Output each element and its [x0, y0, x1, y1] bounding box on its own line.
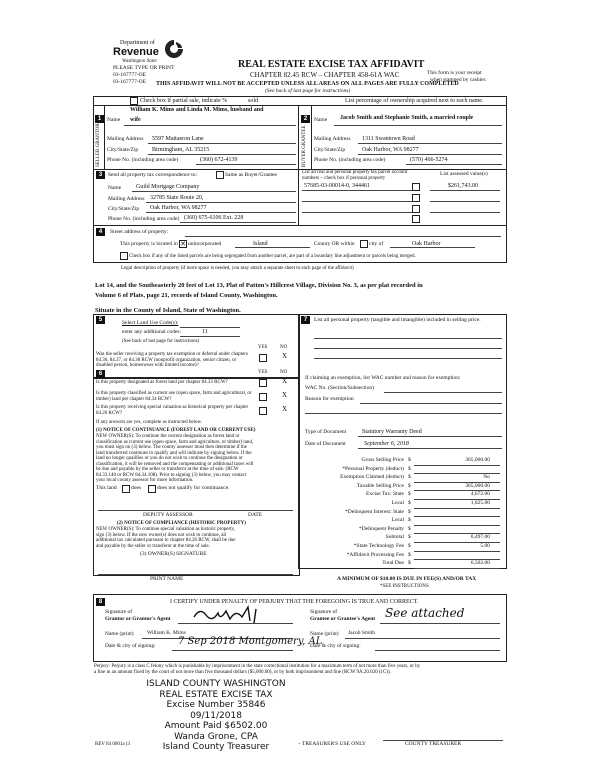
section-2-marker: 2: [301, 115, 310, 123]
s6-no-header: NO: [280, 370, 288, 375]
grantee-signature: See attached: [385, 606, 465, 620]
personal-property-checkbox-4[interactable]: [412, 215, 420, 223]
tax-row-label: Subtotal: [385, 534, 404, 541]
notice-1-l7: be due and payable by the seller or transferor at the time of sale. (RCW: [96, 467, 239, 472]
s5-no-header: NO: [280, 345, 288, 350]
situate-line: Situate in the County of Island, State of Washington.: [95, 307, 241, 314]
tax-row-line: [414, 525, 500, 526]
county-or-label: County OR within: [314, 241, 355, 247]
tax-row-line: [414, 551, 500, 552]
corr-name-value: Guild Mortgage Company: [136, 184, 200, 190]
seller-name-line2: wife: [130, 117, 141, 123]
notice-1-l2: classification as current use (open space, farm and agriculture, or timber) land,: [96, 439, 254, 445]
seller-vertical-label: SELLER GRANTOR: [96, 123, 101, 167]
receipt-note-1: This form is your receipt: [427, 70, 482, 76]
county-excise-stamp: [136, 679, 296, 753]
buyer-name-value: Jacob Smith and Stephanie Smith, a married couple: [340, 115, 474, 121]
tax-row-dollar: $: [408, 500, 411, 506]
grantor-signature: [190, 603, 280, 625]
type-of-document-label: Type of Document: [305, 429, 347, 435]
grantee-date-label: Date & city of signing:: [310, 643, 361, 649]
this-land-label: This land: [96, 485, 117, 491]
tax-row-label: *Personal Property (deduct): [342, 465, 404, 472]
s5-question: Was the seller receiving a property tax exemption or deferral under chapters 84.36, 84.37, or 84.38 RCW (nonprofit organization, senior citizen, or disabled person, homeowner with limited income)?: [96, 352, 248, 368]
tax-row-label: Exemption Claimed (deduct): [340, 474, 404, 481]
tax-row-dollar: $: [408, 508, 411, 515]
tax-correspondence-label: Send all property tax correspondence to:: [108, 172, 198, 178]
s6-q1: Is this property designated as forest land per chapter 84.33 RCW?: [96, 380, 228, 385]
buyer-phone-label: Phone No. (including area code): [314, 157, 386, 163]
section-5-marker: 5: [96, 316, 105, 324]
exemption-claim-label: If claiming an exemption, list WAC number and reason for exemption:: [305, 375, 461, 381]
parcel-header: List all real and personal property tax parcel account numbers – check box if personal property: [302, 170, 408, 181]
notice-1-l4: land transferred continues to qualify and will indicate by signing below. If the: [96, 450, 252, 456]
section-6-marker: 6: [96, 370, 105, 378]
seller-name-line1: William K. Mims and Linda M. Mims, husband and: [130, 107, 264, 113]
section-7-marker: 7: [301, 316, 310, 324]
rev-number: REV 84 0001a (3: [95, 742, 131, 747]
assessed-header: List assessed value(s): [440, 171, 488, 177]
unincorporated-label: unincorporated: [188, 241, 222, 247]
additional-codes-label: enter any additional codes:: [122, 329, 182, 335]
grantee-name-value: Jacob Smith: [348, 630, 376, 636]
stamp-line-4: 09/11/2018: [190, 710, 242, 721]
located-in-label: This property is located in: [120, 241, 178, 247]
print-name-label: PRINT NAME: [150, 576, 184, 582]
s6-q1-yes[interactable]: [259, 379, 267, 387]
stamp-line-3: Excise Number 35846: [166, 700, 266, 710]
seller-phone-label: Phone No. (including area code): [107, 157, 179, 163]
buyer-city-value: Oak Harbor, WA 98277: [362, 147, 419, 153]
partial-sale-label: Check box if partial sale, indicate %: [140, 98, 228, 104]
wac-no-label: WAC No. (Section/Subsection): [305, 385, 374, 391]
tax-row-dollar: $: [408, 534, 411, 541]
does-checkbox[interactable]: [122, 485, 130, 493]
does-not-label: does not qualify for continuance.: [157, 485, 230, 491]
corr-city-label: City/State/Zip: [108, 206, 140, 212]
tax-row-value: 1,825.00: [470, 500, 490, 506]
tax-row-label: Local: [391, 517, 404, 524]
grantor-name-value: William K. Mims: [147, 630, 186, 636]
tax-row-line: [414, 465, 500, 466]
same-as-buyer-label: Same as Buyer/Grantee: [225, 172, 277, 178]
grantor-name-label: Name (print): [105, 631, 134, 637]
seller-mailing-value: 5597 Mattaeron Lane: [152, 136, 204, 142]
tax-row-label: *State Technology Fee: [353, 543, 404, 549]
see-back-note: (See back of last page for instructions): [265, 88, 351, 94]
notice-2-l1: NEW OWNER(S): To continue special valuation as historic property,: [96, 527, 235, 532]
segregated-checkbox[interactable]: [120, 252, 128, 260]
city-of-label: city of: [369, 241, 384, 247]
seller-city-value: Birmingham, AL 35215: [152, 147, 210, 153]
s5-no-answer[interactable]: X: [282, 352, 288, 360]
same-as-buyer-checkbox[interactable]: [216, 171, 224, 179]
treasurer-use-only: – TREASURER'S USE ONLY: [298, 741, 367, 747]
parcel-number: 57685-03-00014-0, 344461: [304, 183, 370, 189]
buyer-city-label: City/State/Zip: [314, 147, 346, 153]
notice-1-l3: you must sign on (3) below. The county assessor must then determine if the: [96, 445, 247, 450]
notice-1-l5: land no longer qualifies or you do not wish to continue the designation or: [96, 456, 243, 461]
tax-row-dollar: $: [408, 525, 411, 532]
tax-row-label: Gross Selling Price: [361, 457, 404, 463]
tax-row-line: [414, 516, 500, 517]
form-chapter: CHAPTER 82.45 RCW – CHAPTER 458-61A WAC: [250, 71, 400, 79]
corr-city-value: Oak Harbor, WA 98277: [150, 205, 207, 211]
land-use-see-back: (See back of last page for instructions): [122, 339, 200, 344]
please-type: PLEASE TYPE OR PRINT: [113, 65, 175, 71]
corr-mailing-value: 32785 State Route 20,: [150, 195, 204, 201]
corr-phone-label: Phone No. (including area code): [108, 216, 180, 222]
s5-yes-header: YES: [258, 345, 268, 350]
personal-property-checkbox-2[interactable]: [412, 194, 420, 202]
legal-description-label: Legal description of property (if more space is needed, you may attach a separate sheet to each page of the affidavit): [121, 266, 354, 271]
buyer-mailing-value: 1311 Swantown Road: [362, 136, 415, 142]
stamp-line-2: REAL ESTATE EXCISE TAX: [159, 689, 273, 700]
personal-property-label: List all personal property (tangible and intangible) included in selling price.: [314, 317, 481, 323]
tax-row-dollar: $: [408, 465, 411, 472]
seller-mailing-label: Mailing Address: [107, 136, 144, 142]
buyer-name-label: Name: [314, 117, 328, 123]
tax-row-dollar: $: [408, 457, 411, 463]
land-use-code: 11: [202, 329, 208, 335]
notice-1-l1: NEW OWNER(S): To continue the current designation as forest land or: [96, 434, 240, 439]
tax-row-dollar: $: [408, 517, 411, 524]
notice-1-title: (1) NOTICE OF CONTINUANCE (FOREST LAND OR CURRENT USE): [96, 428, 256, 433]
s6-q3-yes[interactable]: [259, 407, 267, 415]
seller-city-label: City/State/Zip: [107, 147, 139, 153]
personal-property-checkbox-1[interactable]: [412, 183, 420, 191]
personal-property-checkbox-3[interactable]: [412, 205, 420, 213]
tax-row-label: Taxable Selling Price: [357, 482, 404, 489]
tax-row-dollar: $: [408, 560, 411, 567]
notice-1-l8: 84.33.140 or RCW 84.34.108). Prior to signing (3) below, you may contact: [96, 472, 247, 478]
corr-name-label: Name: [108, 185, 122, 191]
grantee-name-label: Name (print): [310, 631, 339, 637]
deputy-date-label: DATE: [248, 512, 263, 518]
tax-row-label: *Delinquent Interest: State: [345, 508, 404, 515]
legal-description-line1: Lot 14, and the Southeasterly 20 feet of Lot 13, Plat of Patton's Hillcrest Village, Division No. 3, as per plat recorded in: [95, 282, 423, 289]
date-of-document-value: September 6, 2018: [364, 441, 409, 447]
buyer-phone-value: (570) 466-5274: [410, 157, 448, 163]
tax-row-label: Local: [391, 500, 404, 506]
notice-1-l9: your local county assessor for more information.: [96, 478, 194, 483]
see-instructions-note: *SEE INSTRUCTIONS: [380, 584, 429, 589]
notice-2-l4: and payable by the seller or transferor at the time of sale.: [96, 543, 210, 549]
minimum-due-note: A MINIMUM OF $10.00 IS DUE IN FEE(S) AND/OR TAX: [337, 576, 477, 582]
stamp-line-1: ISLAND COUNTY WASHINGTON: [146, 679, 286, 689]
notice-2-l2: sign (3) below. If the new owner(s) does not wish to continue, all: [96, 532, 227, 538]
sold-label: sold: [248, 98, 259, 104]
street-address-label: Street address of property:: [110, 229, 169, 235]
tax-row-value: 365,000.00: [465, 482, 490, 489]
dept-line3: Washington State: [122, 59, 157, 64]
tax-row-value: 365,000.00: [465, 457, 490, 463]
does-not-checkbox[interactable]: [148, 485, 156, 493]
s6-if-yes: If any answers are yes, complete as instructed below.: [96, 420, 203, 425]
buyer-vertical-label: BUYER GRANTEE: [302, 125, 307, 167]
ownership-pct-note: List percentage of ownership acquired next to each name.: [345, 98, 484, 104]
dor-swirl-icon: [163, 38, 185, 60]
section-8-marker: 8: [96, 598, 105, 606]
s6-q2-no[interactable]: X: [282, 391, 288, 399]
date-of-document-label: Date of Document: [305, 441, 346, 447]
assessed-value: $261,743.00: [448, 183, 478, 189]
grantor-sig-label-2: Grantor or Grantor's Agent: [105, 616, 171, 622]
form-number-1: 03-167777-OE: [113, 72, 146, 78]
grantor-sig-label-1: Signature of: [105, 609, 133, 615]
city-of-checkbox[interactable]: [360, 240, 368, 248]
section-1-marker: 1: [95, 115, 104, 123]
s6-q1-no[interactable]: X: [282, 377, 288, 385]
land-use-label: Select Land Use Code(s):: [122, 320, 179, 326]
stamp-line-6: Wanda Grone, CPA: [174, 731, 258, 742]
stamp-line-7: Island County Treasurer: [162, 742, 270, 752]
s6-yes-header: YES: [258, 370, 268, 375]
tax-row-dollar: $: [408, 491, 411, 498]
corr-phone-value: (360) 675-6106 Ext. 228: [184, 215, 244, 221]
section-4-marker: 4: [96, 228, 105, 236]
buyer-mailing-label: Mailing Address: [314, 136, 351, 142]
form-number-2: 03-167777-OE: [113, 79, 146, 85]
city-name: Oak Harbor: [412, 241, 441, 247]
tax-row-dollar: $: [408, 543, 411, 549]
section-3-marker: 3: [96, 171, 105, 179]
stamp-line-5: Amount Paid $6502.00: [164, 721, 268, 731]
grantor-date-value: 7 Sep 2018 Montgomery, AL: [178, 636, 323, 647]
tax-row-value: 6,502.00: [470, 560, 490, 567]
perjury-line-1: Perjury: Perjury is a class C felony which is punishable by imprisonment in the state correctional institution for a maximum term of not more than five years, or by: [94, 664, 421, 669]
reason-label: Reason for exemption: [305, 396, 354, 402]
tax-row-line: [414, 508, 500, 509]
grantee-sig-label-2: Grantee or Grantee's Agent: [310, 616, 376, 622]
notice-1-l6: classification, it will be removed and the compensating or additional taxes will: [96, 461, 254, 467]
dept-line1: Department of: [120, 40, 155, 46]
type-of-document-value: Statutory Warranty Deed: [362, 429, 422, 435]
deputy-assessor-label: DEPUTY ASSESSOR: [143, 512, 193, 518]
tax-row-value: 6,497.00: [470, 534, 490, 541]
grantor-date-label: Date & city of signing:: [105, 643, 156, 649]
certify-statement: I CERTIFY UNDER PENALTY OF PERJURY THAT THE FOREGOING IS TRUE AND CORRECT.: [170, 599, 419, 605]
county-treasurer-label: COUNTY TREASURER: [405, 741, 462, 747]
tax-row-label: Excise Tax: State: [365, 491, 404, 498]
form-warning: THIS AFFIDAVIT WILL NOT BE ACCEPTED UNLESS ALL AREAS ON ALL PAGES ARE FULLY COMPLETED: [156, 81, 459, 87]
s5-yes-checkbox[interactable]: [259, 354, 267, 362]
seller-name-label: Name: [107, 117, 121, 123]
tax-row-label: Total Due: [382, 560, 404, 567]
owner-signature-label: (3) OWNER(S) SIGNATURE: [140, 551, 207, 557]
grantee-sig-label-1: Signature of: [310, 609, 338, 615]
form-title: REAL ESTATE EXCISE TAX AFFIDAVIT: [238, 59, 425, 70]
corr-mailing-label: Mailing Address: [108, 196, 145, 202]
notice-2-l3: additional tax calculated pursuant to chapter 84.26 RCW, shall be due: [96, 538, 236, 543]
segregated-label: Check box if any of the listed parcels are being segregated from another parcel, are part of a boundary line adjustment or parcels being merged.: [129, 254, 416, 259]
tax-row-dollar: $: [408, 474, 411, 481]
county-name: Island: [253, 241, 268, 247]
s6-q3: Is this property receiving special valuation as historical property per chapter 84.26 RCW?: [96, 405, 249, 416]
tax-row-dollar: $: [408, 551, 411, 558]
tax-row-line: [414, 568, 500, 569]
tax-row-dollar: $: [408, 482, 411, 489]
tax-row-value: 4,672.00: [470, 491, 490, 498]
receipt-note-2: when stamped by cashier.: [430, 77, 487, 83]
legal-description-line2: Volume 6 of Plats, page 21, records of Island County, Washington.: [95, 292, 278, 299]
s6-q2-yes[interactable]: [259, 393, 267, 401]
tax-row-label: *Affidavit Processing Fee: [346, 551, 404, 558]
s6-q3-no[interactable]: X: [282, 405, 288, 413]
dept-line2: Revenue: [113, 46, 159, 58]
tax-row-value: No: [483, 474, 490, 481]
tax-row-label: *Delinquent Penalty: [358, 525, 404, 532]
s6-q2: Is this property classified as current use (open space, farm and agricultural, or timber) land per chapter 84.34 RCW?: [96, 391, 252, 402]
does-label: does: [131, 485, 142, 491]
partial-sale-checkbox[interactable]: [130, 97, 138, 105]
notice-2-title: (2) NOTICE OF COMPLIANCE (HISTORIC PROPERTY): [117, 521, 246, 526]
seller-phone-value: (360) 672-4139: [200, 157, 238, 163]
tax-row-value: 5.00: [480, 543, 490, 549]
perjury-line-2: a fine in an amount fixed by the court of not more than five thousand dollars ($5,000.00), or by both imprisonment and fine (RCW 9A.20.020 (1C)).: [94, 670, 391, 675]
unincorporated-checkbox[interactable]: ✕: [180, 240, 186, 248]
